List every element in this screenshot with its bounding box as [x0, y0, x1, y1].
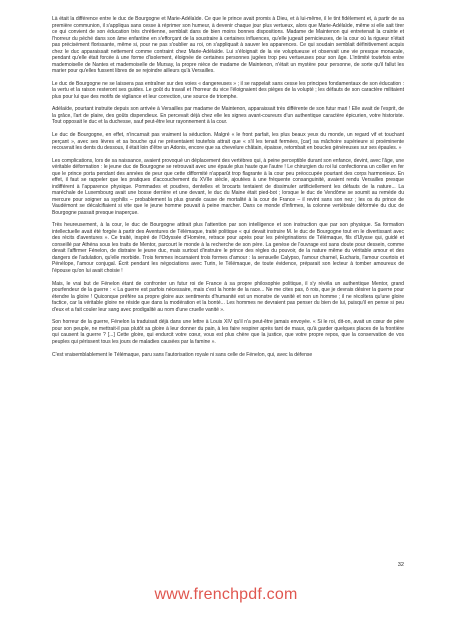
page-body	[52, 16, 404, 364]
paragraph-7: Mais, le vrai but de Fénelon étant de confronter un futur roi de France à sa propre philosophie politique, il s'y révéla un authentique Mentor, grand pourfendeur de la guerre : « La guerre est parfois nécessaire, mais c'est la honte de la race... Ne me cites pas, ô rois, que je devrais désirer la guerre pour étendre la gloire ! Quiconque préfère sa propre gloire aux sentiments d'humanité est un monstre de vanité et non un homme ; il ne récoltera qu'une gloire factice, car la véritable gloire ne réside que dans la modération et la bonté... Les hommes ne devraient pas penser du bien de lui, puisqu'il en pense si peu d'eux et a fait couler leur sang avec prodigalité au nom d'une cruelle vanité ».	[52, 280, 404, 313]
watermark-link[interactable]: www.frenchpdf.com	[154, 586, 298, 603]
page-number: 32	[397, 562, 404, 568]
paragraph-9: C'est vraisemblablement le Télémaque, paru sans l'autorisation royale ni sans celle de Fénelon, qui, avec la défense	[52, 351, 313, 358]
paragraph-2: Le duc de Bourgogne ne se laissera pas entraîner sur des voies « dangereuses » ; il se rappelait sans cesse les principes fondamentaux de son éducation : la vertu et la raison resteront ses guides. Le goût du travail et l'horreur du vice l'éloignaient des pièges de la volupté ; les défauts de son caractère militaient plus pour lui que des motifs de vigilance et leur correction, une source de triomphe.	[52, 80, 404, 100]
paragraph-4: Le duc de Bourgogne, en effet, n'incarnait pas vraiment la séduction. Malgré « le front parfait, les plus beaux yeux du monde, un regard vif et touchant perçant », avec ses lèvres et sa bouche qui ne présentaient toutefois attrait que « s'il les tenait fermées, [car] sa mâchoire supérieure si proéminente recouvrait les dents du dessous, il était loin d'être un Adonis, encore que sa chevelure châtain, épaisse, retombait en boucles généreuses sur ses épaules. »	[52, 132, 404, 152]
paragraph-3: Adélaïde, pourtant instruite depuis son arrivée à Versailles par madame de Maintenon, apparaissait très différente de son futur mari ! Elle avait de l'esprit, de la grâce, l'art de plaire, des goûts dispendieux. En percevait déjà chez elle les signes avant-coureurs d'un authentique caractère épicurien, votre historiste. Tout opposait le duc et la duchesse, sauf peut-être leur rayonnement à la cour.	[52, 106, 404, 126]
paragraph-6: Très heureusement, à la cour, le duc de Bourgogne attirait plus l'attention par son intelligence et son instruction que par son physique. Sa formation intellectuelle avait été forgée à partir des Aventures de Télémaque, traité politique « qui devait instruire M. le duc de Bourgogne tout en le divertissant avec des récits d'aventures ». Ce traité, inspiré de l'Odyssée d'Homère, retrace pour après pour les pérégrinations de Télémaque, fils d'Ulysse qui, guidé et conseillé par Athéna sous les traits de Mentor, parcourt le monde à la recherche de son père. La genèse de l'ouvrage est sans doute pour dessein, comme devait l'affirmer Fénelon, de distraire le jeune duc, mais surtout d'instruire le prince des règles du pouvoir, de la nature même du véritable amour et des dangers de l'adulation, qu'elle morbide. Trois femmes incarnaient trois formes d'amour : la sensuelle Calypso, l'amour charnel, Eucharis, l'amour courtois et Pénélope, l'amour conjugal. Écrit pendant les négociations avec Turin, le Télémaque, de toute évidence, préparait son lecteur à tomber amoureux de l'épouse qu'on lui avait choisie !	[52, 222, 404, 274]
paragraph-8: Son horreur de la guerre, Fénelon la traduisait déjà dans une lettre à Louis XIV qu'il n'a peut-être jamais envoyée. « Si le roi, dit-on, avait un cœur de père pour son peuple, ne mettrait-il pas plutôt sa gloire à leur donner du pain, à les faire respirer après tant de maux, qu'à garder quelques places de la frontière qui causent la guerre ? [...] Cette gloire, qui endurcit votre cœur, vous est plus chère que la justice, que votre propre repos, que la conservation de vos peuples qui périssent tous les jours de maladies causées par la famine ».	[52, 319, 404, 345]
page-footer	[52, 562, 404, 572]
paragraph-5: Les complications, lors de sa naissance, avaient provoqué un déplacement des vertèbres qui, à peine perceptible durant son enfance, devint, avec l'âge, une véritable déformation : le jeune duc de Bourgogne se retrouvait avec une épaule plus haute que l'autre ! Le chirurgien du roi lui confectionna un collier en fer que le prince porta pendant des années de peur que cette difformité n'apparût trop flagrante à la cour peu préoccupée pourtant des corps harmonieux. En effet, il faut se rappeler que les pratiques d'accouchement du XVIIe siècle, ajoutées à une fréquente consanguinité, avaient rendu Versailles presque indifférent à l'apparence physique. Pommades et poudres, dentelles et brocarts tentaient de dissimuler artificiellement les défauts de la nature... La maréchale de Luxembourg avait une bosse derrière et une devant, le duc du Maine était pied-bot ; lorsque le duc de Vendôme se soumit au remède du mercure pour soigner sa syphilis – probablement la plus grande cause de mortalité à la cour de France – il revint sans son nez ; les os du prince de Vaudémont se décalcifiaient si vite que le jeune homme pouvait à peine marcher. Dans ce monde d'infirmes, la colonne vertébrale déformée du duc de Bourgogne passait presque inaperçue.	[52, 157, 404, 216]
paragraph-1: Là était la différence entre le duc de Bourgogne et Marie-Adélaïde. Ce que le prince avait promis à Dieu, et à lui-même, il le tint fidèlement et, à partir de sa première communion, il s'appliqua sans cesse à réprimer son humeur, à devenir chaque jour plus vertueux, alors que Marie-Adélaïde, même si elle sait tirer ce qui convient de son éducation très chrétienne, semblait dans de bien moins bonnes dispositions. Madame de Maintenon qui entretenait la crainte et l'horreur du péché dans son âme enfantine en s'efforçant de la soustraire à certaines influences, qu'elle jugeait pernicieuses, de la cour où la rigueur n'était pas précisément florissante, même si, pour ne pas s'oublier au roi, on s'appliquait à sauver les apparences. Ce qui soudain semblait définitivement acquis chez le duc apparaissait nettement comme contraint chez Marie-Adélaïde. Lui s'éloignait de la vie voluptueuse et observait une vie presque monacale, pendant qu'elle était forcée à une forme d'isolement, éloignée de certaines personnes jugées trop peu vertueuses pour son âge. L'intimité toutefois entre mademoiselle de Nantes et mademoiselle de Mursay, la propre nièce de madame de Maintenon, n'était un mystère pour personne, de sorte qu'il fallut les marier pour qu'elles fussent libres de se rejoindre ailleurs qu'à Versailles.	[52, 16, 404, 74]
